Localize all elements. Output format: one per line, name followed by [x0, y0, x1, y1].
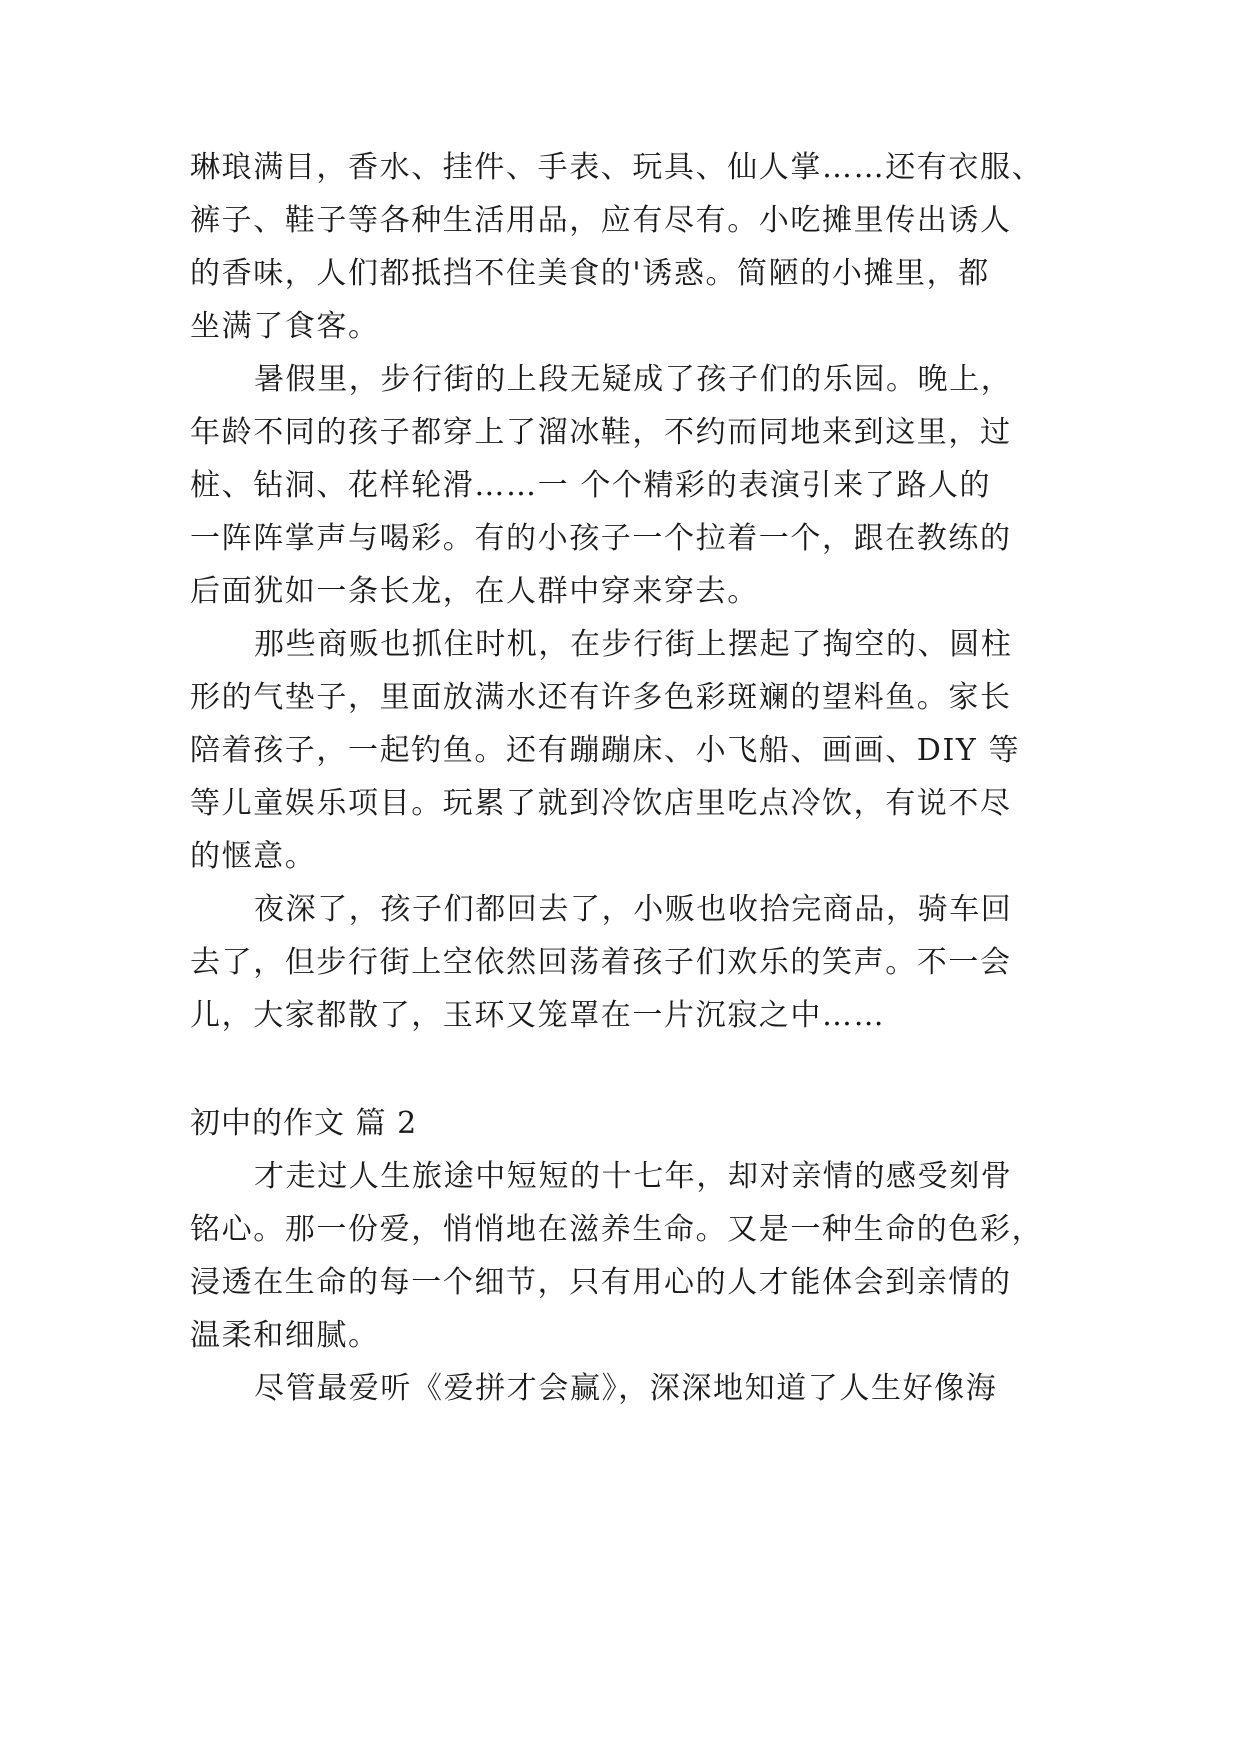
paragraph-line: 尽管最爱听《爱拼才会赢》，深深地知道了人生好像海	[254, 1371, 998, 1406]
paragraph-line: 琳琅满目，香水、挂件、手表、玩具、仙人掌……还有衣服、	[190, 150, 1044, 185]
paragraph-line: 等儿童娱乐项目。玩累了就到冷饮店里吃点冷饮，有说不尽	[190, 786, 1012, 821]
paragraph-line: 一阵阵掌声与喝彩。有的小孩子一个拉着一个，跟在教练的	[190, 521, 1012, 556]
paragraph-line: 暑假里，步行街的上段无疑成了孩子们的乐园。晚上，	[254, 362, 1013, 397]
paragraph-line: 夜深了，孩子们都回去了，小贩也收拾完商品，骑车回	[254, 892, 1013, 927]
paragraph-line: 铭心。那一份爱，悄悄地在滋养生命。又是一种生命的色彩，	[190, 1212, 1044, 1247]
section-title: 初中的作文 篇 2	[190, 1106, 418, 1141]
paragraph-line: 后面犹如一条长龙，在人群中穿来穿去。	[190, 574, 759, 609]
paragraph-line: 温柔和细腻。	[190, 1318, 380, 1353]
paragraph-line: 形的气垫子，里面放满水还有许多色彩斑斓的望料鱼。家长	[190, 680, 1012, 715]
paragraph-line: 裤子、鞋子等各种生活用品，应有尽有。小吃摊里传出诱人	[190, 203, 1012, 238]
paragraph-line: 的香味，人们都抵挡不住美食的'诱惑。简陋的小摊里，都	[190, 256, 990, 291]
paragraph-line: 桩、钻洞、花样轮滑……一 个个精彩的表演引来了路人的	[190, 468, 992, 503]
paragraph-line: 年龄不同的孩子都穿上了溜冰鞋，不约而同地来到这里，过	[190, 415, 1012, 450]
paragraph-line: 才走过人生旅途中短短的十七年，却对亲情的感受刻骨	[254, 1159, 1013, 1194]
paragraph-line: 浸透在生命的每一个细节，只有用心的人才能体会到亲情的	[190, 1265, 1012, 1300]
paragraph-line: 去了，但步行街上空依然回荡着孩子们欢乐的笑声。不一会	[190, 945, 1012, 980]
paragraph-line: 儿，大家都散了，玉环又笼罩在一片沉寂之中……	[190, 998, 886, 1033]
paragraph-line: 陪着孩子，一起钓鱼。还有蹦蹦床、小飞船、画画、DIY 等	[190, 733, 1021, 768]
paragraph-line: 坐满了食客。	[190, 309, 380, 344]
paragraph-line: 那些商贩也抓住时机，在步行街上摆起了掏空的、圆柱	[254, 627, 1013, 662]
paragraph-line: 的惬意。	[190, 839, 317, 874]
